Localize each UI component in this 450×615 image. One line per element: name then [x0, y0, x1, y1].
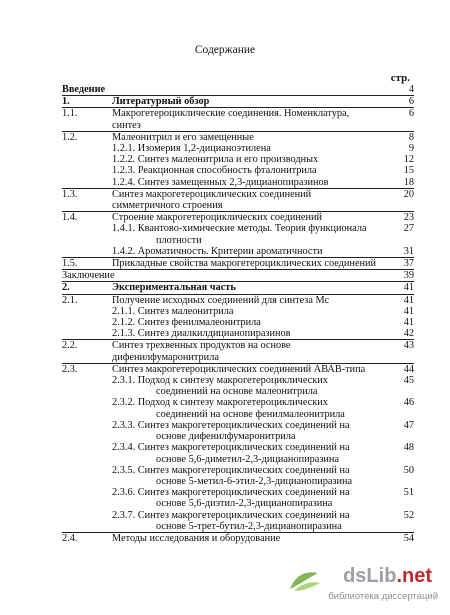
toc-entry-page: 41	[403, 317, 414, 329]
toc-entry-title: Синтез трехвенных продуктов на основе дифенилфумаронитрила	[112, 340, 291, 363]
toc-entry	[62, 154, 414, 165]
toc-entry-title: 2.3.5. Синтез макрогетероциклических соединений на основе 5-метил-6-этил-2,3-дицианопиразина	[112, 464, 353, 487]
toc-entry-page: 12	[403, 154, 414, 166]
toc-entry-number: 2.3.	[62, 363, 78, 375]
toc-entry-title: 2.3.6. Синтез макрогетероциклических соединений на основе 5,6-диэтил-2,3-дицианопиразина	[112, 487, 350, 510]
toc-entry-page: 15	[403, 165, 414, 177]
toc-entry-page: 54	[403, 532, 414, 544]
toc-entry	[62, 246, 414, 258]
toc-entry	[62, 295, 414, 306]
toc-entry-page: 41	[403, 294, 414, 306]
toc-entry	[62, 510, 414, 533]
toc-entry	[62, 397, 414, 419]
toc-entry	[62, 282, 414, 294]
toc-entry-title: Синтез макрогетероциклических соединений АВАВ-типа	[112, 363, 366, 375]
toc-entry-number: 1.2.	[62, 131, 78, 143]
toc-entry-number: Введение	[62, 84, 106, 95]
toc-entry	[62, 317, 414, 328]
toc-entry-page: 8	[408, 131, 414, 143]
watermark-logo-tld: .net	[396, 565, 432, 587]
toc-entry	[62, 270, 414, 282]
toc-entry-title: Макрогетероциклические соединения. Номенклатура, синтез	[112, 108, 350, 131]
toc-entry	[62, 96, 414, 108]
toc-entry	[62, 306, 414, 317]
toc-entry	[62, 177, 414, 189]
toc-entry	[62, 223, 414, 245]
toc-entry-page: 41	[403, 282, 414, 294]
toc-entry-page: 50	[403, 464, 414, 476]
toc-entry-title: Малеонитрил и его замещенные	[112, 131, 254, 143]
toc-entry	[62, 189, 414, 212]
toc-entry-title: 2.3.3. Синтез макрогетероциклических соединений на основе дифенилфумаронитрила	[112, 419, 350, 443]
toc-entry-title: 2.3.2. Подход к синтезу макрогетероциклических соединений на основе фенилмалеонитрила	[112, 397, 345, 420]
toc-entry-page: 23	[403, 212, 414, 224]
toc-entry-title: 1.4.1. Квантово-химические методы. Теория функционала плотности	[112, 223, 367, 246]
toc-entry	[62, 340, 414, 363]
toc-entry-page: 51	[403, 487, 414, 499]
toc-entry-title: Строение макрогетероциклических соединений	[112, 212, 322, 224]
toc-entry-number: 2.	[62, 282, 70, 294]
toc-entry-number: 1.5.	[62, 258, 78, 270]
toc-entry-number: 1.3.	[62, 188, 78, 200]
toc-entry	[62, 375, 414, 397]
toc-entry-title: Литературный обзор	[112, 96, 210, 108]
toc-entry-page: 45	[403, 375, 414, 387]
watermark-logo	[343, 565, 432, 588]
toc-entry-number: 2.2.	[62, 340, 78, 352]
toc-entry-title: 2.1.2. Синтез фенилмалеонитрила	[112, 317, 261, 329]
toc-entry-title: 2.3.7. Синтез макрогетероциклических соединений на основе 5-трет-бутил-2,3-дицианопиразина	[112, 509, 350, 532]
toc-entry-page: 42	[403, 328, 414, 340]
toc-entry	[62, 487, 414, 509]
toc-entry-title: 1.2.3. Реакционная способность фталонитрила	[112, 165, 317, 177]
toc-entry	[62, 465, 414, 487]
toc-entry-title: 1.4.2. Ароматичность. Критерии ароматичности	[112, 245, 323, 257]
toc-entry-page: 31	[403, 245, 414, 257]
toc-entry-page: 41	[403, 305, 414, 317]
toc-entry-title: Экспериментальная часть	[112, 282, 236, 294]
toc-entry	[62, 84, 414, 96]
watermark-logo-main: dsLib	[343, 565, 397, 587]
toc-entry	[62, 442, 414, 464]
page-column-header: стр.	[390, 72, 410, 84]
toc-entry	[62, 212, 414, 223]
toc-entry-number: 2.4.	[62, 532, 78, 544]
toc-entry-page: 52	[403, 509, 414, 521]
toc-entry-page: 6	[408, 96, 414, 108]
toc-entry	[62, 132, 414, 143]
toc-entry	[62, 165, 414, 176]
toc-entry-title: 1.2.1. Изомерия 1,2-дицианоэтилена	[112, 143, 271, 155]
toc-entry-number: 1.4.	[62, 212, 78, 224]
toc-entry-title: 2.1.3. Синтез диалкилдицианопиразинов	[112, 328, 291, 340]
toc-entry-title: 1.2.4. Синтез замещенных 2,3-дицианопиразинов	[112, 176, 329, 188]
toc-entry	[62, 143, 414, 154]
toc-entry-page: 6	[408, 108, 414, 120]
toc-entry-page: 43	[403, 340, 414, 352]
toc-entry-page: 48	[403, 442, 414, 454]
toc-entry	[62, 533, 414, 544]
toc-entry-page: 37	[403, 258, 414, 270]
toc-entry	[62, 258, 414, 270]
toc-entry-number: 2.1.	[62, 294, 78, 306]
toc-entry-page: 4	[408, 84, 414, 95]
toc-entry-number: Заключение	[62, 270, 115, 282]
toc-entry	[62, 108, 414, 131]
toc-entry-number: 1.1.	[62, 108, 78, 120]
toc-entry-title: 1.2.2. Синтез малеонитрила и его производных	[112, 154, 319, 166]
toc-entry-number: 1.	[62, 96, 70, 108]
watermark-tagline: библиотека диссертаций	[328, 591, 438, 602]
toc-entry-page: 9	[408, 143, 414, 155]
toc-entry-title: 2.1.1. Синтез малеонитрила	[112, 305, 234, 317]
toc-entry	[62, 328, 414, 340]
toc-entry-title: 2.3.4. Синтез макрогетероциклических соединений на основе 5,6-диметил-2,3-дицианопиразина	[112, 442, 350, 465]
toc-entry-page: 27	[403, 223, 414, 235]
dslib-watermark	[294, 565, 444, 609]
toc-entry-title: Синтез макрогетероциклических соединений симметричного строения	[112, 188, 312, 212]
table-of-contents	[62, 84, 414, 544]
page-title: Содержание	[194, 44, 256, 56]
toc-entry-title: Прикладные свойства макрогетероциклических соединений	[112, 258, 377, 270]
toc-entry-title: Получение исходных соединений для синтеза Мс	[112, 294, 330, 306]
toc-entry-page: 46	[403, 397, 414, 409]
toc-entry	[62, 364, 414, 375]
toc-entry-page: 39	[403, 270, 414, 282]
leaf-logo-icon	[288, 569, 322, 593]
toc-entry-page: 47	[403, 419, 414, 431]
toc-entry-page: 18	[403, 176, 414, 188]
toc-entry-title: 2.3.1. Подход к синтезу макрогетероциклических соединений на основе малеонитрила	[112, 375, 328, 398]
toc-entry	[62, 420, 414, 442]
toc-entry-page: 20	[403, 188, 414, 200]
toc-entry-title: Методы исследования и оборудование	[112, 532, 281, 544]
toc-entry-page: 44	[403, 363, 414, 375]
